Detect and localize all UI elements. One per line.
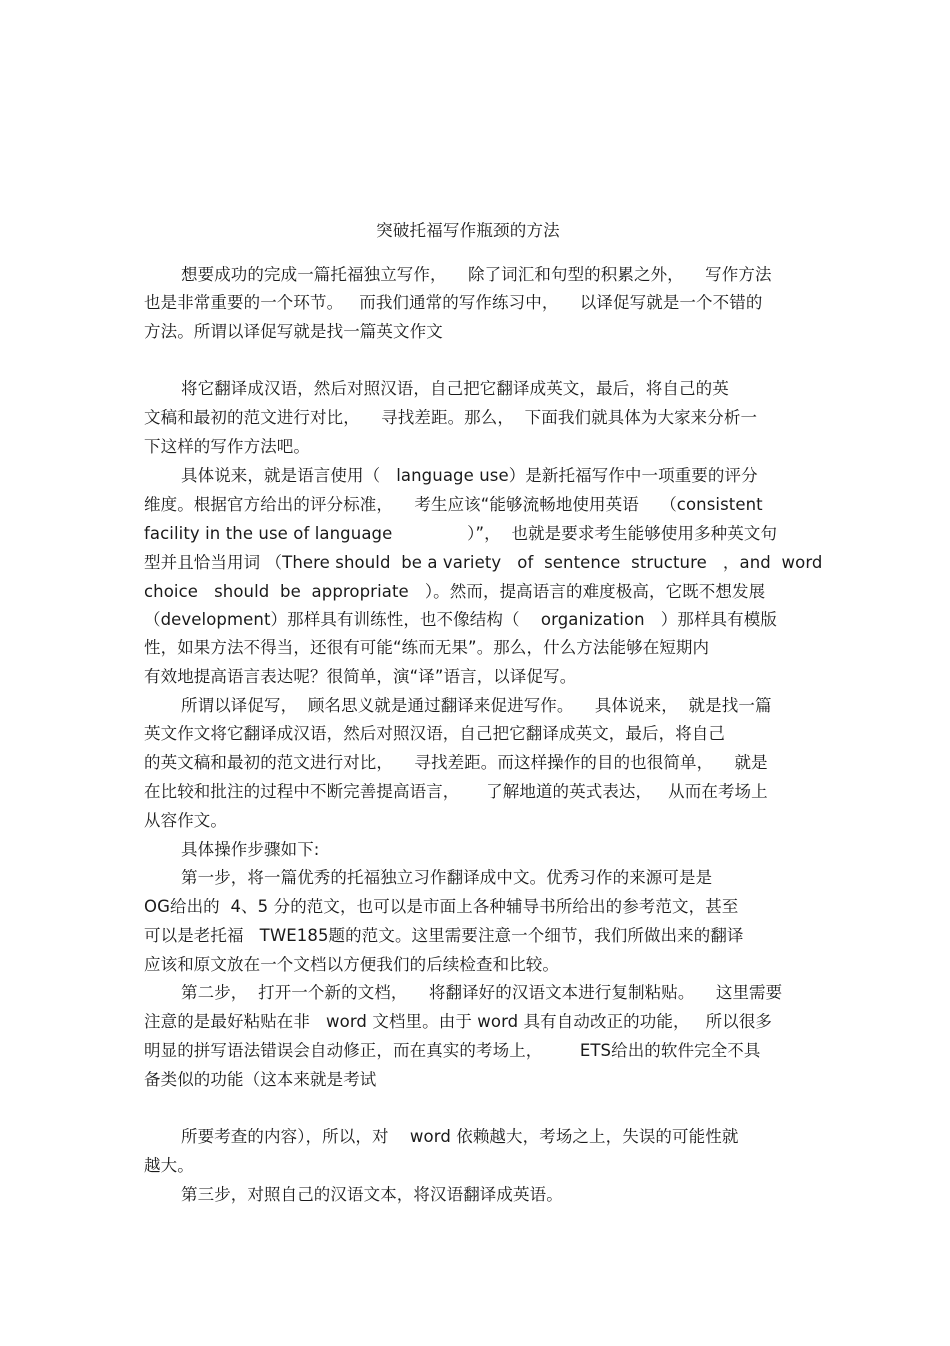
text-line: 从容作文。 — [144, 811, 227, 830]
text-line: 第三步，对照自己的汉语文本，将汉语翻译成英语。 — [181, 1185, 563, 1204]
text-line: 想要成功的完成一篇托福独立写作， 除了词汇和句型的积累之外， 写作方法 — [181, 265, 772, 284]
text-line: 应该和原文放在一个文档以方便我们的后续检查和比较。 — [144, 955, 559, 974]
text-line: 也是非常重要的一个环节。 而我们通常的写作练习中， 以译促写就是一个不错的 — [144, 293, 763, 312]
text-line: 英文作文将它翻译成汉语，然后对照汉语，自己把它翻译成英文，最后，将自己 — [144, 724, 725, 743]
text-line: 越大。 — [144, 1156, 194, 1175]
text-line: 所要考查的内容），所以，对 word 依赖越大，考场之上，失误的可能性就 — [181, 1127, 739, 1146]
text-line: 型并且恰当用词 （There should be a variety of sentence structure ，and word — [144, 553, 823, 572]
text-line: 有效地提高语言表达呢？很简单，演“译”语言，以译促写。 — [144, 667, 577, 686]
text-line: 的英文稿和最初的范文进行对比， 寻找差距。而这样操作的目的也很简单， 就是 — [144, 753, 768, 772]
text-line: 文稿和最初的范文进行对比， 寻找差距。那么， 下面我们就具体为大家来分析一 — [144, 408, 758, 427]
text-line: 方法。所谓以译促写就是找一篇英文作文 — [144, 322, 443, 341]
text-line: 备类似的功能（这本来就是考试 — [144, 1070, 377, 1089]
text-line: choice should be appropriate ）。然而，提高语言的难度极高，它既不想发展 — [144, 582, 766, 601]
text-line: 将它翻译成汉语，然后对照汉语，自己把它翻译成英文，最后，将自己的英 — [181, 379, 729, 398]
text-line: 维度。根据官方给出的评分标准， 考生应该“能够流畅地使用英语 （consistent — [144, 495, 763, 514]
text-line: 下这样的写作方法吧。 — [144, 437, 310, 456]
text-line: facility in the use of language ）”， 也就是要求考生能够使用多种英文句 — [144, 524, 778, 543]
text-line: 在比较和批注的过程中不断完善提高语言， 了解地道的英式表达， 从而在考场上 — [144, 782, 768, 801]
document-title: 突破托福写作瓶颈的方法 — [376, 221, 560, 240]
text-line: 可以是老托福 TWE185题的范文。这里需要注意一个细节，我们所做出来的翻译 — [144, 926, 744, 945]
text-line: 注意的是最好粘贴在非 word 文档里。由于 word 具有自动改正的功能， 所以很多 — [144, 1012, 773, 1031]
text-line: 明显的拼写语法错误会自动修正，而在真实的考场上， ETS给出的软件完全不具 — [144, 1041, 761, 1060]
text-line: 第二步， 打开一个新的文档， 将翻译好的汉语文本进行复制粘贴。 这里需要 — [181, 983, 783, 1002]
text-line: 所谓以译促写， 顾名思义就是通过翻译来促进写作。 具体说来， 就是找一篇 — [181, 696, 772, 715]
text-line: 性，如果方法不得当，还很有可能“练而无果”。那么，什么方法能够在短期内 — [144, 638, 710, 657]
text-line: 具体操作步骤如下: — [181, 840, 320, 859]
text-line: OG给出的 4、5 分的范文，也可以是市面上各种辅导书所给出的参考范文，甚至 — [144, 897, 739, 916]
text-line: 第一步，将一篇优秀的托福独立习作翻译成中文。优秀习作的来源可是是 — [181, 868, 713, 887]
text-line: （development）那样具有训练性，也不像结构（ organization ）那样具有模版 — [144, 610, 777, 629]
text-line: 具体说来，就是语言使用（ language use）是新托福写作中一项重要的评分 — [181, 466, 758, 485]
